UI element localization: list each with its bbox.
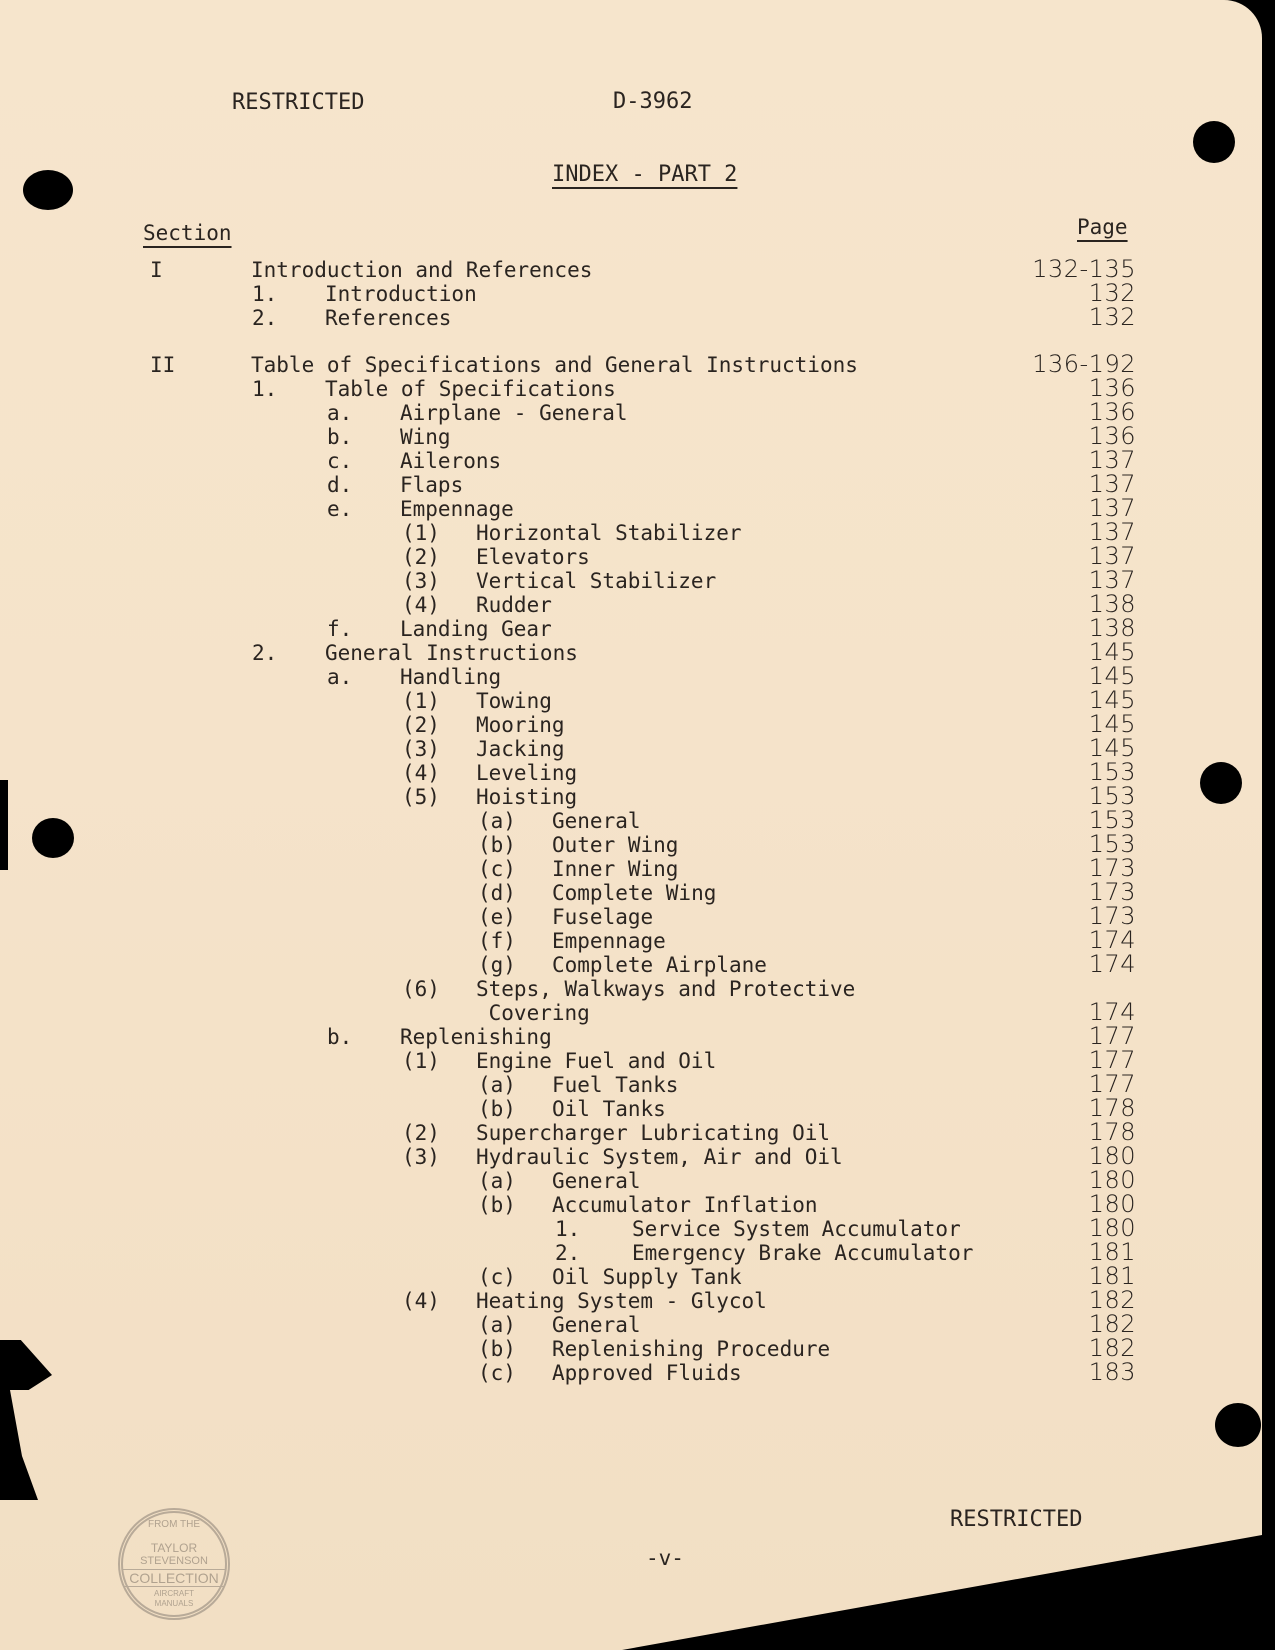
entry-label: General	[552, 1169, 641, 1193]
entry-page: 132	[1088, 303, 1136, 331]
index-entry	[0, 734, 1262, 762]
index-entry	[0, 878, 1262, 906]
entry-marker: II	[150, 353, 176, 377]
entry-page: 132	[1088, 279, 1136, 307]
index-entry	[0, 638, 1262, 666]
entry-label: Ailerons	[400, 449, 502, 473]
entry-label: General	[552, 809, 641, 833]
stamp-line: TAYLOR	[150, 1541, 198, 1555]
entry-label: Supercharger Lubricating Oil	[476, 1121, 831, 1145]
entry-page: 137	[1088, 518, 1136, 546]
entry-page: 137	[1088, 566, 1136, 594]
entry-marker: (2)	[402, 1121, 440, 1145]
entry-page: 180	[1088, 1166, 1136, 1194]
entry-marker: (5)	[402, 785, 440, 809]
entry-label: Replenishing Procedure	[552, 1337, 831, 1361]
index-entry	[0, 1358, 1262, 1386]
entry-label: Jacking	[476, 737, 565, 761]
index-entry	[0, 518, 1262, 546]
entry-label: Approved Fluids	[552, 1361, 742, 1385]
entry-page: 153	[1088, 830, 1136, 858]
entry-label: Fuselage	[552, 905, 654, 929]
entry-marker: (e)	[478, 905, 516, 929]
entry-page: 137	[1088, 446, 1136, 474]
column-header-section: Section	[143, 221, 232, 245]
index-entry	[0, 854, 1262, 882]
entry-marker: (1)	[402, 1049, 440, 1073]
index-entry	[0, 998, 1262, 1026]
index-entry	[0, 1238, 1262, 1266]
entry-label: Fuel Tanks	[552, 1073, 679, 1097]
entry-marker: (1)	[402, 689, 440, 713]
stamp-line: FROM THE	[147, 1519, 201, 1530]
index-entry	[0, 1262, 1262, 1290]
entry-page: 173	[1088, 878, 1136, 906]
entry-marker: 2.	[252, 641, 278, 665]
entry-label: Steps, Walkways and Protective	[476, 977, 856, 1001]
entry-marker: (d)	[478, 881, 516, 905]
index-entry	[0, 1334, 1262, 1362]
entry-page: 136	[1088, 374, 1136, 402]
index-entry	[0, 686, 1262, 714]
entry-marker: 2.	[555, 1241, 581, 1265]
index-entry	[0, 830, 1262, 858]
entry-label: Introduction	[325, 282, 477, 306]
entry-page: 181	[1088, 1238, 1136, 1266]
entry-page: 182	[1088, 1334, 1136, 1362]
entry-label: Vertical Stabilizer	[476, 569, 717, 593]
entry-label: Engine Fuel and Oil	[476, 1049, 717, 1073]
index-entry	[0, 1118, 1262, 1146]
index-entry	[0, 977, 1262, 1001]
entry-marker: (c)	[478, 1361, 516, 1385]
torn-corner-bottom-right	[622, 1535, 1262, 1650]
punch-hole-left-top	[23, 170, 73, 210]
index-entry	[0, 494, 1262, 522]
entry-marker: b.	[327, 1025, 353, 1049]
punch-hole-right-bottom	[1215, 1403, 1261, 1447]
entry-page: 178	[1088, 1118, 1136, 1146]
entry-page: 173	[1088, 902, 1136, 930]
entry-label: Complete Wing	[552, 881, 717, 905]
entry-page: 137	[1088, 470, 1136, 498]
entry-page: 182	[1088, 1310, 1136, 1338]
entry-label: Hoisting	[476, 785, 578, 809]
entry-marker: (a)	[478, 1313, 516, 1337]
entry-label: Rudder	[476, 593, 552, 617]
punch-hole-right-top	[1193, 121, 1235, 163]
index-entry	[0, 1142, 1262, 1170]
entry-marker: (3)	[402, 569, 440, 593]
footer-page-number: -v-	[646, 1546, 684, 1570]
entry-marker: (a)	[478, 809, 516, 833]
entry-label: Hydraulic System, Air and Oil	[476, 1145, 843, 1169]
index-entry	[0, 470, 1262, 498]
torn-edge-left-bottom-2	[0, 1390, 40, 1500]
stamp-line: STEVENSON	[140, 1555, 208, 1567]
entry-label: Table of Specifications and General Instructions	[251, 353, 858, 377]
stamp-line: MANUALS	[154, 1599, 194, 1608]
entry-page: 174	[1088, 998, 1136, 1026]
entry-marker: (f)	[478, 929, 516, 953]
entry-marker: c.	[327, 449, 353, 473]
entry-page: 174	[1088, 950, 1136, 978]
entry-page: 173	[1088, 854, 1136, 882]
index-entry	[0, 662, 1262, 690]
entry-label: Empennage	[552, 929, 666, 953]
entry-label: Flaps	[400, 473, 464, 497]
page-title: INDEX - PART 2	[552, 162, 738, 187]
document-number: D-3962	[613, 89, 693, 114]
entry-label: Introduction and References	[251, 258, 593, 282]
entry-page: 136	[1088, 422, 1136, 450]
index-entry	[0, 374, 1262, 402]
entry-marker: d.	[327, 473, 353, 497]
entry-page: 183	[1088, 1358, 1136, 1386]
index-entry	[0, 1022, 1262, 1050]
entry-label: General Instructions	[325, 641, 578, 665]
entry-marker: 2.	[252, 306, 278, 330]
entry-marker: (b)	[478, 1097, 516, 1121]
entry-label: Wing	[400, 425, 451, 449]
entry-label: Outer Wing	[552, 833, 679, 857]
entry-page: 180	[1088, 1190, 1136, 1218]
entry-label: Landing Gear	[400, 617, 552, 641]
entry-page: 136	[1088, 398, 1136, 426]
entry-page: 145	[1088, 638, 1136, 666]
index-entry	[0, 710, 1262, 738]
entry-page: 136-192	[1032, 350, 1136, 378]
index-entry	[0, 255, 1262, 283]
index-entry	[0, 398, 1262, 426]
entry-label: General	[552, 1313, 641, 1337]
entry-page: 145	[1088, 686, 1136, 714]
entry-page: 181	[1088, 1262, 1136, 1290]
entry-page: 138	[1088, 614, 1136, 642]
entry-label: Covering	[476, 1001, 590, 1025]
entry-marker: (4)	[402, 593, 440, 617]
entry-page: 145	[1088, 734, 1136, 762]
entry-marker: (g)	[478, 953, 516, 977]
index-entry	[0, 902, 1262, 930]
index-entry	[0, 303, 1262, 331]
entry-marker: a.	[327, 665, 353, 689]
index-entry	[0, 590, 1262, 618]
entry-marker: 1.	[555, 1217, 581, 1241]
entry-label: Accumulator Inflation	[552, 1193, 818, 1217]
entry-label: Inner Wing	[552, 857, 679, 881]
entry-page: 137	[1088, 494, 1136, 522]
entry-label: Oil Supply Tank	[552, 1265, 742, 1289]
index-entry	[0, 1094, 1262, 1122]
entry-page: 174	[1088, 926, 1136, 954]
entry-page: 132-135	[1032, 255, 1136, 283]
entry-page: 138	[1088, 590, 1136, 618]
index-entry	[0, 926, 1262, 954]
entry-page: 178	[1088, 1094, 1136, 1122]
entry-page: 145	[1088, 710, 1136, 738]
stamp-line: AIRCRAFT	[154, 1589, 194, 1598]
entry-marker: (a)	[478, 1169, 516, 1193]
entry-page: 177	[1088, 1070, 1136, 1098]
entry-label: References	[325, 306, 452, 330]
entry-marker: (4)	[402, 761, 440, 785]
stamp-line: COLLECTION	[123, 1569, 225, 1587]
entry-page: 177	[1088, 1046, 1136, 1074]
entry-label: Empennage	[400, 497, 514, 521]
index-entry	[0, 1286, 1262, 1314]
entry-label: Horizontal Stabilizer	[476, 521, 742, 545]
index-entry	[0, 614, 1262, 642]
entry-page: 153	[1088, 806, 1136, 834]
entry-page: 180	[1088, 1142, 1136, 1170]
entry-marker: e.	[327, 497, 353, 521]
entry-label: Complete Airplane	[552, 953, 767, 977]
entry-marker: 1.	[252, 282, 278, 306]
entry-label: Elevators	[476, 545, 590, 569]
entry-marker: (6)	[402, 977, 440, 1001]
index-entry	[0, 1166, 1262, 1194]
entry-label: Leveling	[476, 761, 578, 785]
index-entry	[0, 446, 1262, 474]
entry-marker: b.	[327, 425, 353, 449]
entry-marker: f.	[327, 617, 353, 641]
entry-marker: (b)	[478, 833, 516, 857]
index-entry	[0, 350, 1262, 378]
index-entry	[0, 758, 1262, 786]
entry-page: 145	[1088, 662, 1136, 690]
entry-marker: (4)	[402, 1289, 440, 1313]
entry-label: Replenishing	[400, 1025, 552, 1049]
index-entry	[0, 1310, 1262, 1338]
entry-marker: (3)	[402, 737, 440, 761]
index-entry	[0, 279, 1262, 307]
entry-page: 180	[1088, 1214, 1136, 1242]
header-classification: RESTRICTED	[232, 90, 365, 115]
entry-label: Towing	[476, 689, 552, 713]
entry-marker: (2)	[402, 713, 440, 737]
index-entry	[0, 1070, 1262, 1098]
entry-marker: I	[150, 258, 163, 282]
index-entry	[0, 806, 1262, 834]
entry-label: Oil Tanks	[552, 1097, 666, 1121]
entry-page: 137	[1088, 542, 1136, 570]
entry-marker: (a)	[478, 1073, 516, 1097]
index-entry	[0, 1190, 1262, 1218]
entry-marker: (3)	[402, 1145, 440, 1169]
entry-label: Table of Specifications	[325, 377, 616, 401]
entry-marker: (1)	[402, 521, 440, 545]
footer-classification: RESTRICTED	[950, 1507, 1083, 1532]
entry-label: Heating System - Glycol	[476, 1289, 767, 1313]
entry-marker: (b)	[478, 1337, 516, 1361]
entry-label: Mooring	[476, 713, 565, 737]
entry-page: 153	[1088, 758, 1136, 786]
entry-marker: (c)	[478, 1265, 516, 1289]
index-entry	[0, 1214, 1262, 1242]
entry-label: Emergency Brake Accumulator	[632, 1241, 974, 1265]
index-entry	[0, 422, 1262, 450]
entry-page: 182	[1088, 1286, 1136, 1314]
entry-marker: a.	[327, 401, 353, 425]
entry-marker: (2)	[402, 545, 440, 569]
entry-label: Airplane - General	[400, 401, 628, 425]
entry-marker: (c)	[478, 857, 516, 881]
index-entry	[0, 1046, 1262, 1074]
index-entry	[0, 566, 1262, 594]
entry-label: Service System Accumulator	[632, 1217, 961, 1241]
entry-marker: (b)	[478, 1193, 516, 1217]
entry-label: Handling	[400, 665, 502, 689]
entry-marker: 1.	[252, 377, 278, 401]
index-entry	[0, 542, 1262, 570]
entry-page: 177	[1088, 1022, 1136, 1050]
collection-stamp	[118, 1508, 230, 1620]
column-header-page: Page	[1077, 215, 1128, 239]
entry-page: 153	[1088, 782, 1136, 810]
index-entry	[0, 950, 1262, 978]
index-entry	[0, 782, 1262, 810]
